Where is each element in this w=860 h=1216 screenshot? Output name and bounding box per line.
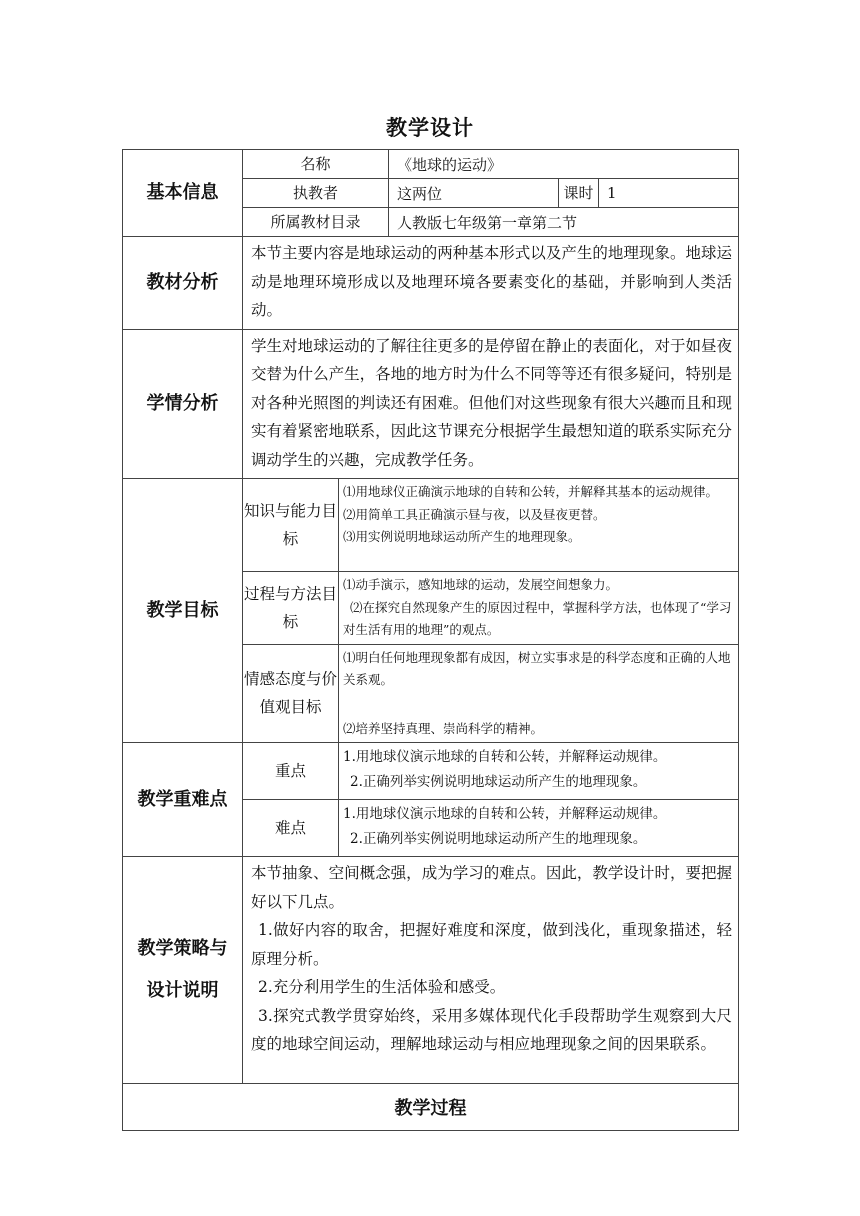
objective-row-knowledge <box>123 479 739 572</box>
objective-item: ⑶用实例说明地球运动所产生的地理现象。 <box>343 529 581 544</box>
objective-label-process: 过程与方法目标 <box>243 572 339 645</box>
page-title: 教学设计 <box>386 116 474 140</box>
hard-item: 1.用地球仪演示地球的自转和公转，并解释运动规律。 <box>343 806 667 822</box>
objective-item: ⑴明白任何地理现象都有成因，树立实事求是的科学态度和正确的人地关系观。 <box>343 649 731 687</box>
strategy-text <box>243 857 739 1084</box>
hours-label: 课时 <box>559 179 599 208</box>
strategy-paragraph: 2.充分利用学生的生活体验和感受。 <box>258 978 506 996</box>
key-item: 1.用地球仪演示地球的自转和公转，并解释运动规律。 <box>343 749 667 765</box>
material-analysis-row <box>123 237 739 330</box>
strategy-heading-line2: 设计说明 <box>146 980 219 1001</box>
objective-label-attitude: 情感态度与价值观目标 <box>243 644 339 743</box>
objective-list-knowledge <box>339 479 739 572</box>
basic-info-heading: 基本信息 <box>123 150 243 237</box>
catalog-label: 所属教材目录 <box>243 208 389 237</box>
teacher-label: 执教者 <box>243 179 389 208</box>
name-label: 名称 <box>243 150 389 179</box>
hours-value: 1 <box>599 179 739 208</box>
strategy-heading-line1: 教学策略与 <box>137 938 228 959</box>
basic-info-row-name <box>123 150 739 179</box>
learner-analysis-text: 学生对地球运动的了解往往更多的是停留在静止的表面化，对于如昼夜交替为什么产生，各地的地方时为什么不同等等还有很多疑问，特别是对各种光照图的判读还有困难。但他们对这些现象有很大兴趣而且和现实有着紧密地联系，因此这节课充分根据学生最想知道的联系实际充分调动学生的兴趣，完成教学任务。 <box>243 329 739 479</box>
keypoints-heading: 教学重难点 <box>123 743 243 857</box>
strategy-row <box>123 857 739 1084</box>
objective-list-process <box>339 572 739 645</box>
material-analysis-heading: 教材分析 <box>123 237 243 330</box>
name-value: 《地球的运动》 <box>389 150 739 179</box>
key-item: 2.正确列举实例说明地球运动所产生的地理现象。 <box>350 774 647 790</box>
keypoint-row <box>123 743 739 800</box>
hard-list <box>339 800 739 857</box>
objective-item: ⑴用地球仪正确演示地球的自转和公转，并解释其基本的运动规律。 <box>343 484 719 499</box>
key-label: 重点 <box>243 743 339 800</box>
hard-label: 难点 <box>243 800 339 857</box>
learner-analysis-heading: 学情分析 <box>123 329 243 479</box>
strategy-paragraph: 本节抽象、空间概念强，成为学习的难点。因此，教学设计时，要把握好以下几点。 <box>251 864 733 911</box>
strategy-heading <box>123 857 243 1084</box>
objective-list-attitude <box>339 644 739 743</box>
hard-item: 2.正确列举实例说明地球运动所产生的地理现象。 <box>350 831 647 847</box>
objective-item: ⑵用简单工具正确演示昼与夜，以及昼夜更替。 <box>343 506 606 522</box>
strategy-paragraph: 3.探究式教学贯穿始终，采用多媒体现代化手段帮助学生观察到大尺度的地球空间运动，理解地球运动与相应地理现象之间的因果联系。 <box>251 1006 733 1053</box>
objective-item: ⑵培养坚持真理、崇尚科学的精神。 <box>343 720 544 736</box>
strategy-paragraph: 1.做好内容的取舍，把握好难度和深度，做到浅化，重现象描述，轻原理分析。 <box>251 921 733 968</box>
material-analysis-text: 本节主要内容是地球运动的两种基本形式以及产生的地理现象。地球运动是地理环境形成以及地理环境各要素变化的基础，并影响到人类活动。 <box>243 237 739 330</box>
objectives-heading: 教学目标 <box>123 479 243 743</box>
teacher-value: 这两位 <box>389 179 559 208</box>
objective-item: ⑵在探究自然现象产生的原因过程中，掌握科学方法，也体现了“学习对生活有用的地理”的观点。 <box>343 599 732 637</box>
lesson-plan-table <box>122 149 739 1131</box>
process-row <box>123 1084 739 1131</box>
key-list <box>339 743 739 800</box>
process-heading: 教学过程 <box>123 1084 739 1131</box>
objective-label-knowledge: 知识与能力目标 <box>243 479 339 572</box>
catalog-value: 人教版七年级第一章第二节 <box>389 208 739 237</box>
objective-item: ⑴动手演示，感知地球的运动，发展空间想象力。 <box>343 577 619 592</box>
learner-analysis-row <box>123 329 739 479</box>
